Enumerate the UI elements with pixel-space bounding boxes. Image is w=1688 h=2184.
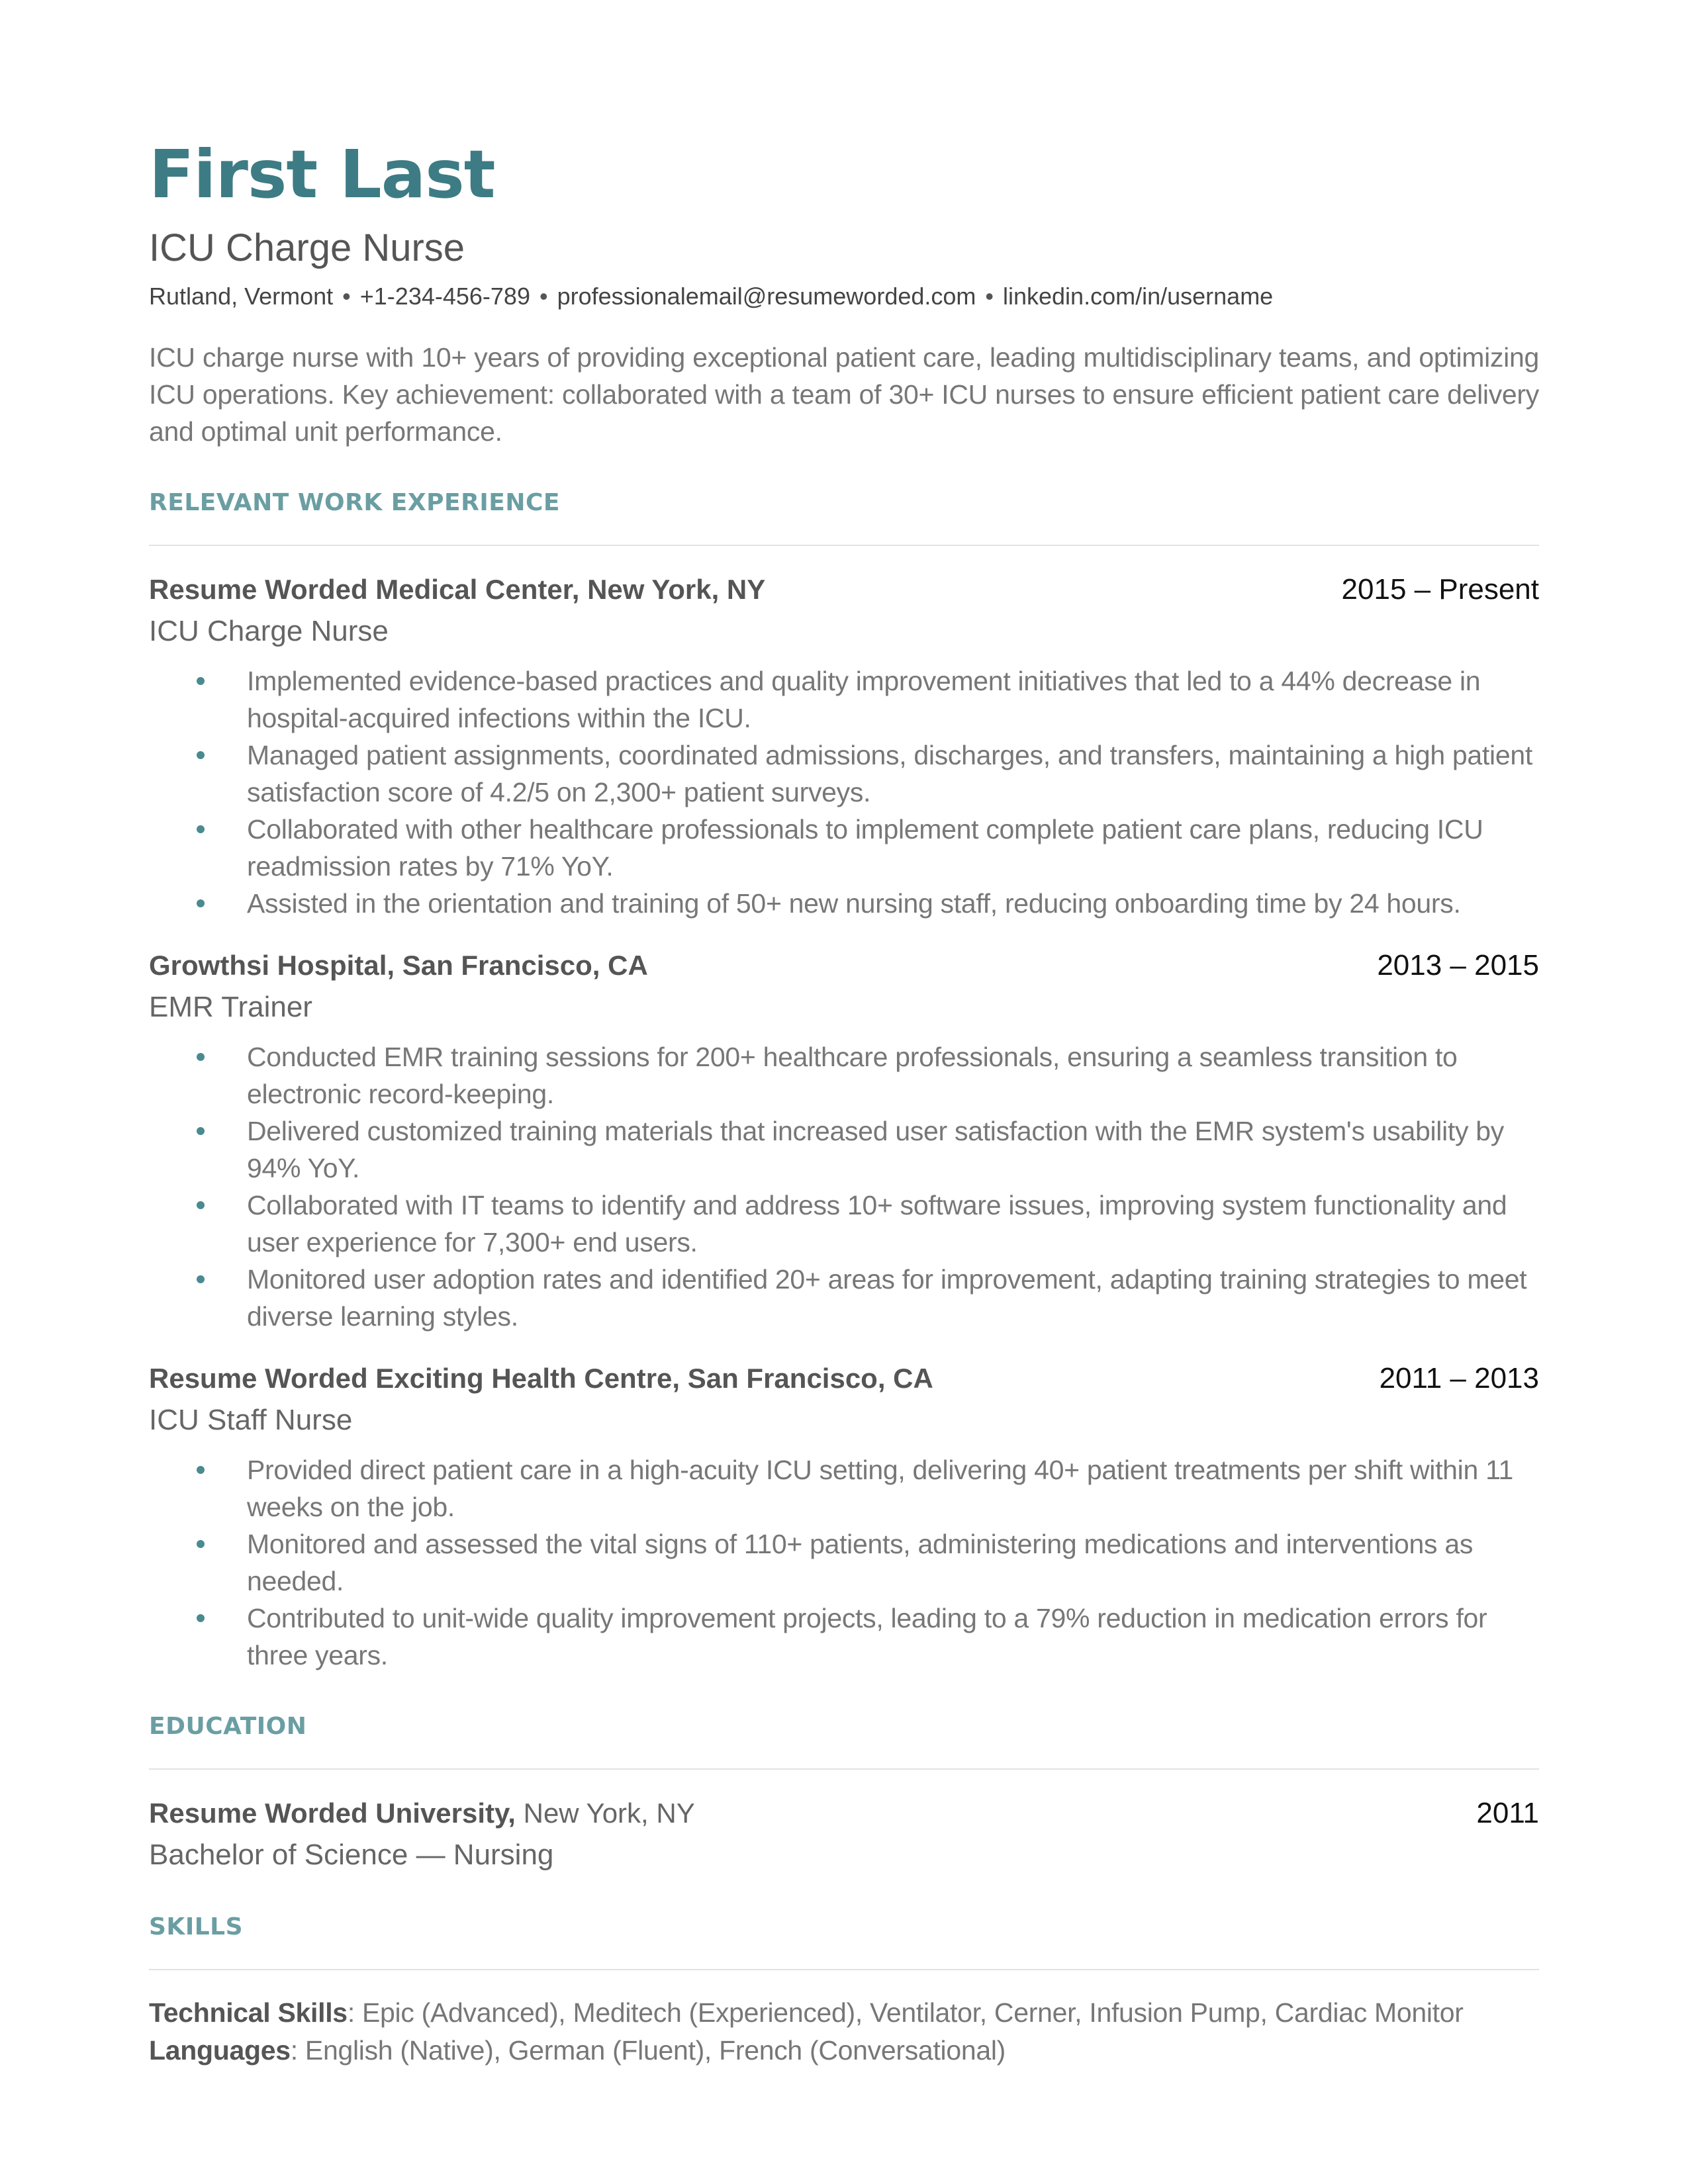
- education-entry: [149, 1795, 1539, 1874]
- bullet-text: Implemented evidence-based practices and quality improvement initiatives that led to a 44% decrease in hospital-acquired infections within the ICU.: [247, 666, 1481, 733]
- job-entry: [149, 1360, 1539, 1674]
- job-role: EMR Trainer: [149, 991, 312, 1023]
- skill-value: : English (Native), German (Fluent), French (Conversational): [290, 2035, 1006, 2066]
- contact-email[interactable]: professionalemail@resumeworded.com: [557, 283, 976, 310]
- job-role: ICU Charge Nurse: [149, 615, 389, 647]
- bullet-dot-icon: [197, 1540, 205, 1548]
- section-heading-education: EDUCATION: [149, 1712, 1539, 1770]
- contact-separator: •: [539, 283, 548, 310]
- job-header: [149, 1360, 1539, 1397]
- section-heading-experience: RELEVANT WORK EXPERIENCE: [149, 488, 1539, 546]
- bullet-dot-icon: [197, 1614, 205, 1622]
- contact-phone[interactable]: +1-234-456-789: [359, 283, 530, 310]
- job-bullets: [149, 662, 1539, 922]
- bullet-item: [247, 1451, 1539, 1525]
- bullet-dot-icon: [197, 1201, 205, 1209]
- section-heading-skills: SKILLS: [149, 1913, 1539, 1970]
- job-header: [149, 571, 1539, 608]
- skill-line-technical: [149, 1994, 1539, 2032]
- education-degree: Bachelor of Science — Nursing: [149, 1839, 554, 1871]
- job-bullets: [149, 1038, 1539, 1335]
- bullet-dot-icon: [197, 1127, 205, 1135]
- education-year: 2011: [1476, 1797, 1539, 1829]
- bullet-text: Provided direct patient care in a high-acuity ICU setting, delivering 40+ patient treatments per shift within 11 weeks on the job.: [247, 1455, 1514, 1522]
- candidate-name: First Last: [149, 136, 495, 213]
- contact-location: Rutland, Vermont: [149, 283, 334, 310]
- bullet-text: Collaborated with IT teams to identify and address 10+ software issues, improving system functionality and user experience for 7,300+ end users.: [247, 1190, 1507, 1257]
- bullet-item: [247, 885, 1539, 922]
- contact-linkedin[interactable]: linkedin.com/in/username: [1003, 283, 1274, 310]
- bullet-text: Conducted EMR training sessions for 200+ healthcare professionals, ensuring a seamless transition to electronic record-keeping.: [247, 1042, 1458, 1109]
- job-entry: [149, 947, 1539, 1335]
- job-bullets: [149, 1451, 1539, 1674]
- skill-value: : Epic (Advanced), Meditech (Experienced), Ventilator, Cerner, Infusion Pump, Cardiac Monitor: [347, 1997, 1464, 2028]
- job-company: Growthsi Hospital, San Francisco, CA: [149, 950, 648, 981]
- job-company: Resume Worded Exciting Health Centre, San Francisco, CA: [149, 1363, 933, 1394]
- education-header: [149, 1795, 1539, 1832]
- bullet-item: [247, 1038, 1539, 1113]
- bullet-dot-icon: [197, 899, 205, 907]
- job-dates: 2013 – 2015: [1377, 949, 1539, 981]
- skill-line-languages: [149, 2032, 1539, 2070]
- contact-separator: •: [985, 283, 994, 310]
- skill-label: Languages: [149, 2035, 291, 2066]
- skills-list: [149, 1994, 1539, 2070]
- bullet-text: Monitored user adoption rates and identified 20+ areas for improvement, adapting training strategies to meet diverse learning styles.: [247, 1264, 1527, 1332]
- bullet-dot-icon: [197, 1466, 205, 1474]
- bullet-item: [247, 811, 1539, 885]
- bullet-item: [247, 1113, 1539, 1187]
- bullet-item: [247, 1600, 1539, 1674]
- bullet-item: [247, 662, 1539, 737]
- bullet-text: Contributed to unit-wide quality improvement projects, leading to a 79% reduction in medication errors for three years.: [247, 1603, 1487, 1670]
- bullet-item: [247, 1187, 1539, 1261]
- education-institution: [149, 1795, 695, 1832]
- bullet-item: [247, 1261, 1539, 1335]
- job-company: Resume Worded Medical Center, New York, NY: [149, 574, 766, 605]
- job-dates: 2015 – Present: [1341, 573, 1539, 606]
- job-header: [149, 947, 1539, 984]
- bullet-text: Delivered customized training materials that increased user satisfaction with the EMR system's usability by 94% YoY.: [247, 1116, 1504, 1183]
- education-location: New York, NY: [523, 1797, 695, 1829]
- job-role: ICU Staff Nurse: [149, 1404, 353, 1436]
- job-dates: 2011 – 2013: [1379, 1362, 1539, 1394]
- bullet-dot-icon: [197, 677, 205, 685]
- bullet-dot-icon: [197, 1053, 205, 1061]
- bullet-text: Assisted in the orientation and training of 50+ new nursing staff, reducing onboarding time by 24 hours.: [247, 888, 1461, 919]
- summary: ICU charge nurse with 10+ years of providing exceptional patient care, leading multidisciplinary teams, and optimizing ICU operations. Key achievement: collaborated with a team of 30+ ICU nurses to ensure efficient patient care delivery and optimal unit performance.: [149, 342, 1539, 447]
- bullet-dot-icon: [197, 1275, 205, 1283]
- job-entry: [149, 571, 1539, 922]
- bullet-item: [247, 1525, 1539, 1600]
- bullet-text: Collaborated with other healthcare professionals to implement complete patient care plans, reducing ICU readmission rates by 71% YoY.: [247, 814, 1483, 882]
- bullet-dot-icon: [197, 825, 205, 833]
- bullet-text: Managed patient assignments, coordinated admissions, discharges, and transfers, maintaining a high patient satisfaction score of 4.2/5 on 2,300+ patient surveys.: [247, 740, 1532, 807]
- education-school: Resume Worded University,: [149, 1797, 516, 1829]
- job-title: ICU Charge Nurse: [149, 226, 465, 269]
- contact-line: [149, 282, 1539, 311]
- bullet-item: [247, 737, 1539, 811]
- contact-separator: •: [342, 283, 351, 310]
- skill-label: Technical Skills: [149, 1997, 348, 2028]
- bullet-text: Monitored and assessed the vital signs of 110+ patients, administering medications and interventions as needed.: [247, 1529, 1474, 1596]
- bullet-dot-icon: [197, 751, 205, 759]
